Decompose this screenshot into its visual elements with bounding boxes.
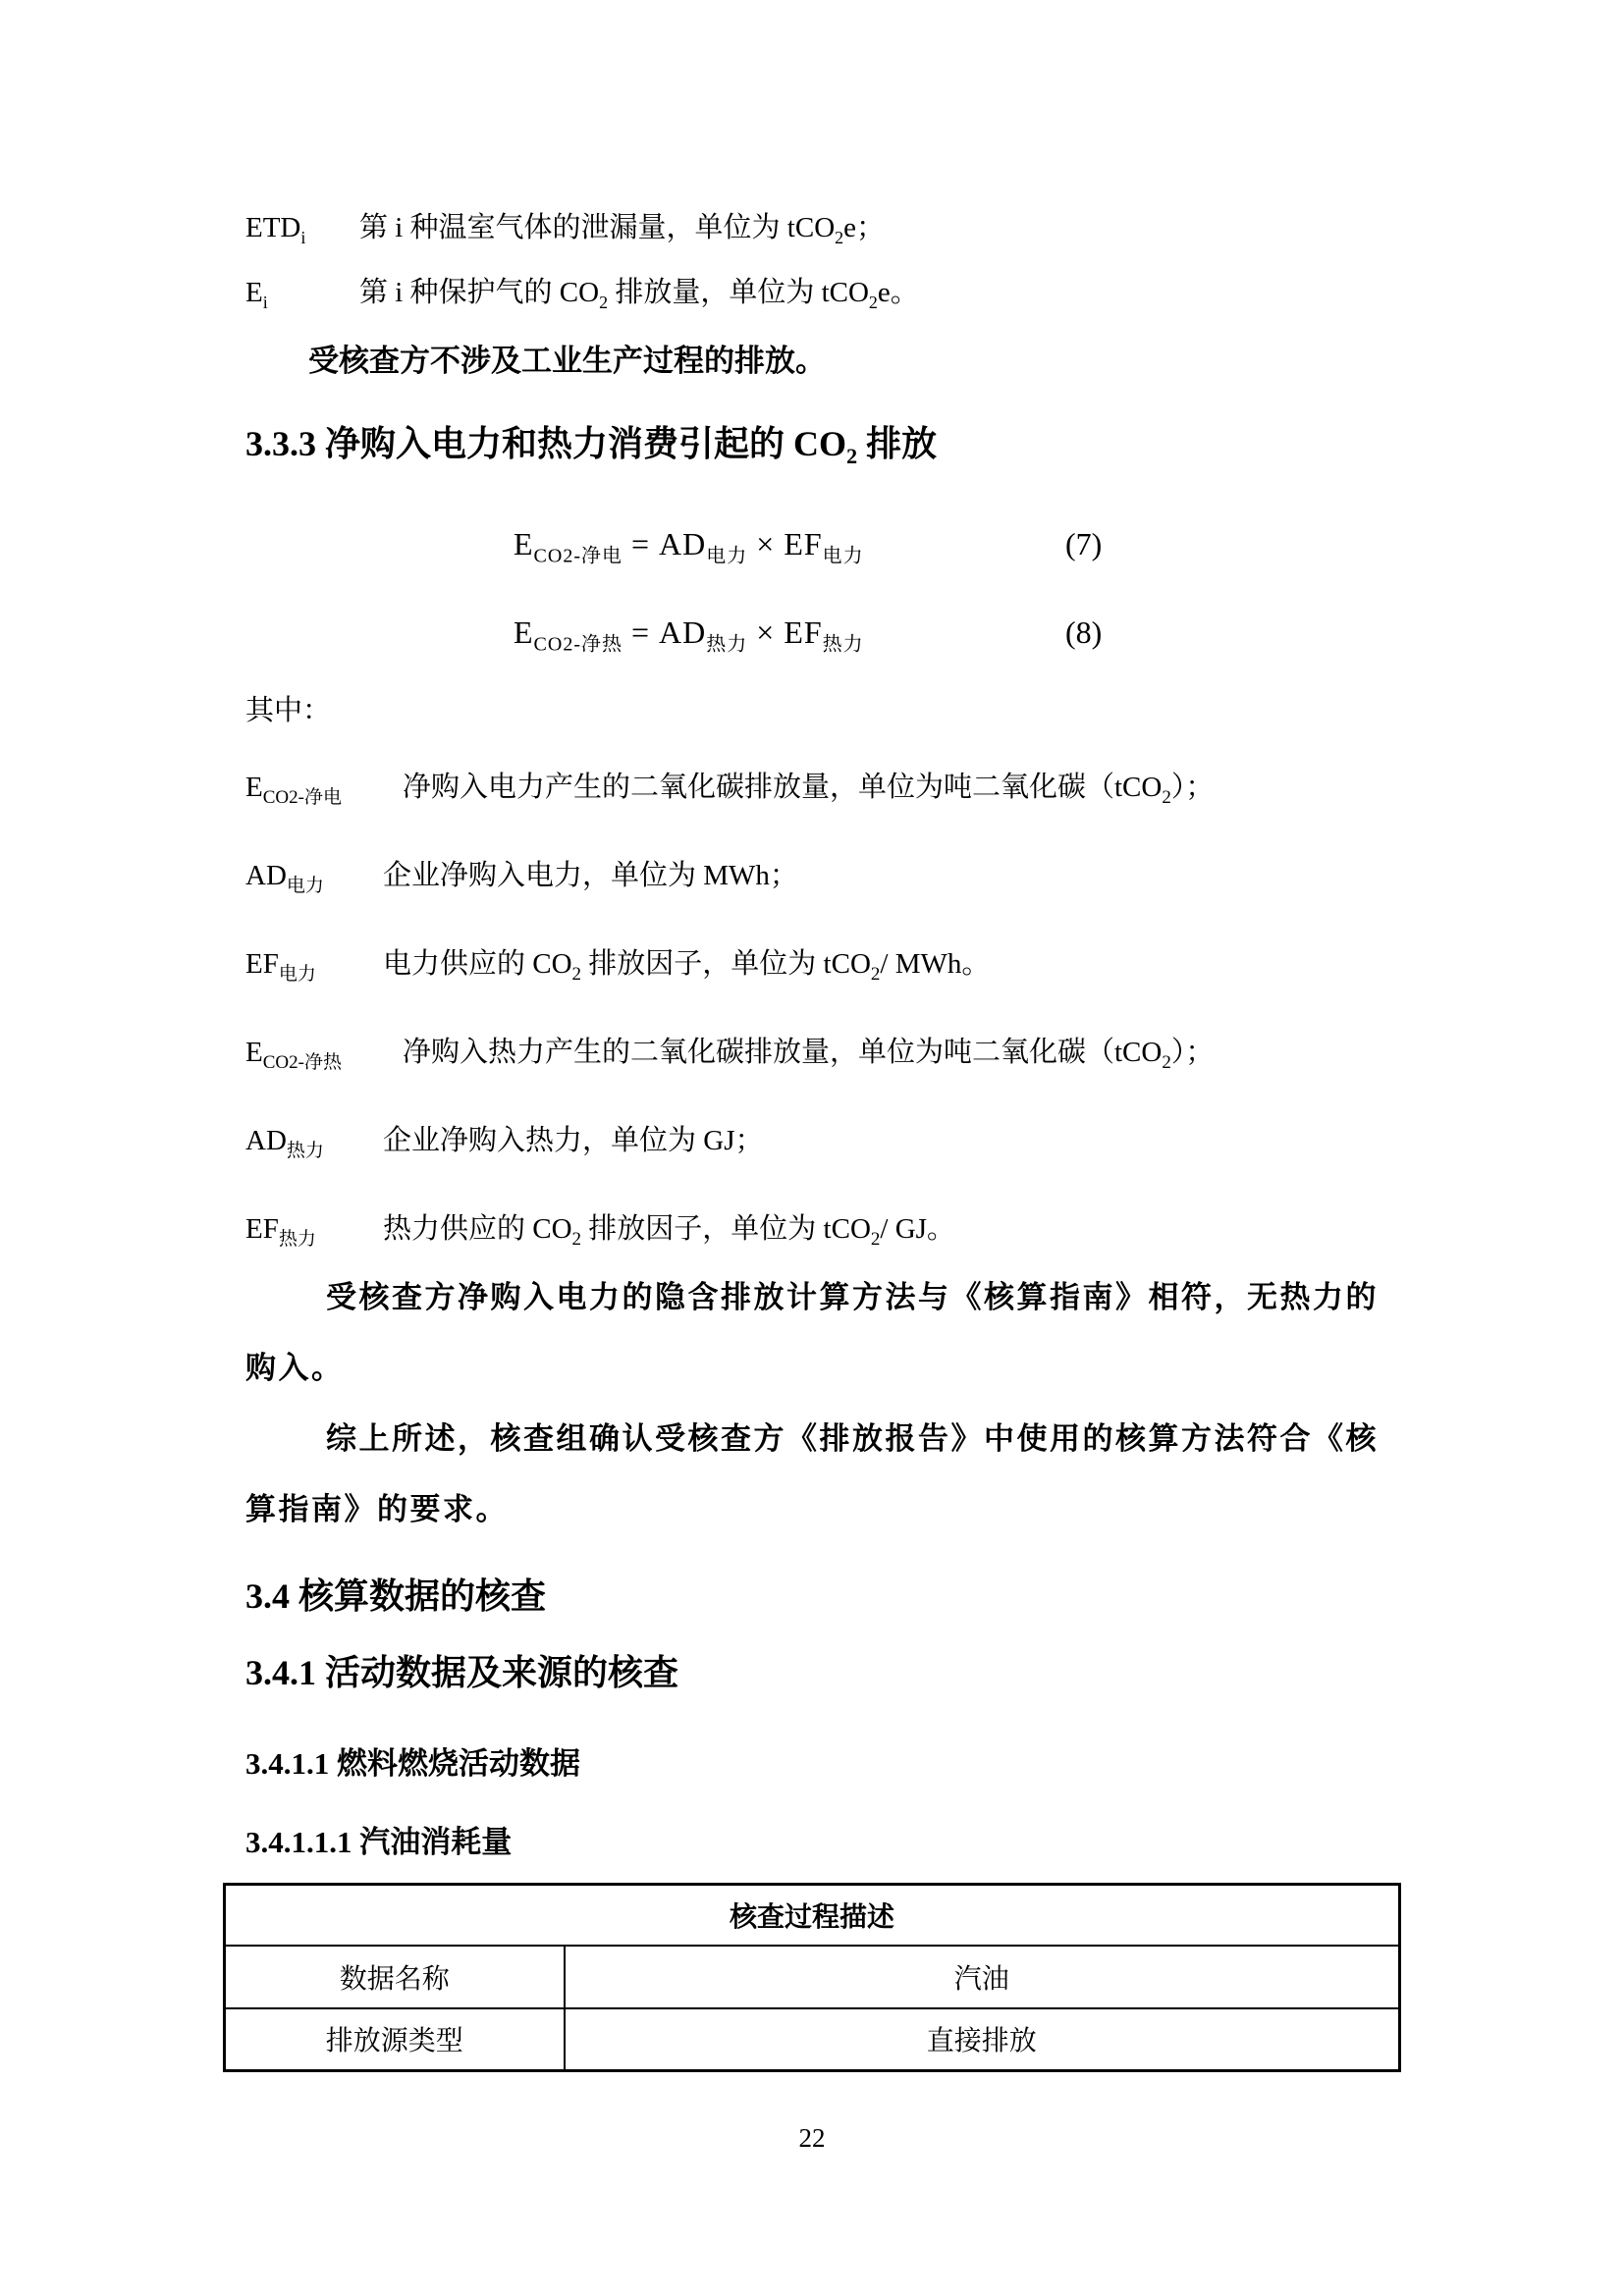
among-label: 其中： <box>245 695 332 726</box>
section-heading-3-4-1-1-1: 3.4.1.1.1 汽油消耗量 <box>245 1825 513 1859</box>
symbol-term: $EF_{电力}$ <box>245 948 316 985</box>
symbol-definition-ef-reli <box>223 1201 1401 1256</box>
symbol-term: $E_{CO2-净热}$ <box>245 1037 342 1073</box>
symbol-description: 净购入热力产生的二氧化碳排放量，单位为吨二氧化碳（tCO$_2$）； <box>403 1037 1215 1073</box>
equation-8 <box>223 607 1401 658</box>
symbol-term: $EF_{热力}$ <box>245 1213 316 1250</box>
verification-table <box>223 1883 1401 2072</box>
paragraph-electricity-method: 受核查方净购入电力的隐含排放计算方法与《核算指南》相符，无热力的购入。 <box>245 1280 1379 1385</box>
section-heading-3-4-1-1: 3.4.1.1 燃料燃烧活动数据 <box>245 1746 580 1781</box>
definition-term: $ETD_i$ <box>245 212 306 247</box>
definition-line-ei <box>223 271 1401 314</box>
symbol-definition-ef-dianli <box>223 936 1401 991</box>
table-row <box>225 2008 1400 2071</box>
table-header-cell: 核查过程描述 <box>225 1885 1400 1946</box>
symbol-description: 企业净购入热力，单位为 GJ； <box>383 1125 764 1156</box>
definition-term: $E_i$ <box>245 277 268 312</box>
conclusion-paragraphs <box>223 1262 1401 1545</box>
equation-7-body: $E_{CO2-净电} = AD_{电力} \times EF_{电力}$ <box>514 526 864 567</box>
page-number: 22 <box>798 2123 826 2153</box>
definition-line-etdi <box>223 206 1401 249</box>
table-row-value: 汽油 <box>565 1946 1400 2008</box>
section-heading-3-4-1: 3.4.1 活动数据及来源的核查 <box>245 1653 679 1692</box>
section-heading-3-3-3: 3.3.3 净购入电力和热力消费引起的 $CO_2$ 排放 <box>245 424 938 469</box>
symbol-definition-ad-reli <box>223 1113 1401 1168</box>
table-row-label: 数据名称 <box>225 1946 565 2008</box>
equation-8-number: (8) <box>1065 614 1103 650</box>
table-row-label: 排放源类型 <box>225 2008 565 2071</box>
note-no-industrial-process: 受核查方不涉及工业生产过程的排放。 <box>308 344 826 378</box>
table-row-value: 直接排放 <box>565 2008 1400 2071</box>
equation-8-body: $E_{CO2-净热} = AD_{热力} \times EF_{热力}$ <box>514 614 864 656</box>
equation-7-number: (7) <box>1065 526 1103 561</box>
paragraph-summary-conclusion: 综上所述，核查组确认受核查方《排放报告》中使用的核算方法符合《核算指南》的要求。 <box>245 1421 1379 1526</box>
symbol-term: $E_{CO2-净电}$ <box>245 772 342 808</box>
symbol-term: $AD_{热力}$ <box>245 1125 324 1161</box>
table-header-row <box>225 1885 1400 1946</box>
definition-description: 第 i 种保护气的 $CO_2$ 排放量，单位为 tCO$_2$e。 <box>359 277 919 312</box>
section-heading-3-4: 3.4 核算数据的核查 <box>245 1576 547 1616</box>
symbol-definition-e-co2-jingdian <box>223 760 1401 815</box>
symbol-description: 热力供应的 $CO_2$ 排放因子，单位为 tCO$_2$/ GJ。 <box>383 1213 955 1250</box>
symbol-description: 电力供应的 $CO_2$ 排放因子，单位为 tCO$_2$/ MWh。 <box>383 948 991 985</box>
symbol-description: 企业净购入电力，单位为 MWh； <box>383 860 798 891</box>
symbol-definition-e-co2-jingre <box>223 1025 1401 1080</box>
symbol-term: $AD_{电力}$ <box>245 860 324 896</box>
symbol-description: 净购入电力产生的二氧化碳排放量，单位为吨二氧化碳（tCO$_2$）； <box>403 772 1215 808</box>
definition-description: 第 i 种温室气体的泄漏量，单位为 tCO$_2$e； <box>359 212 886 247</box>
table-row <box>225 1946 1400 2008</box>
symbol-definition-ad-dianli <box>223 848 1401 903</box>
equation-7 <box>223 518 1401 569</box>
